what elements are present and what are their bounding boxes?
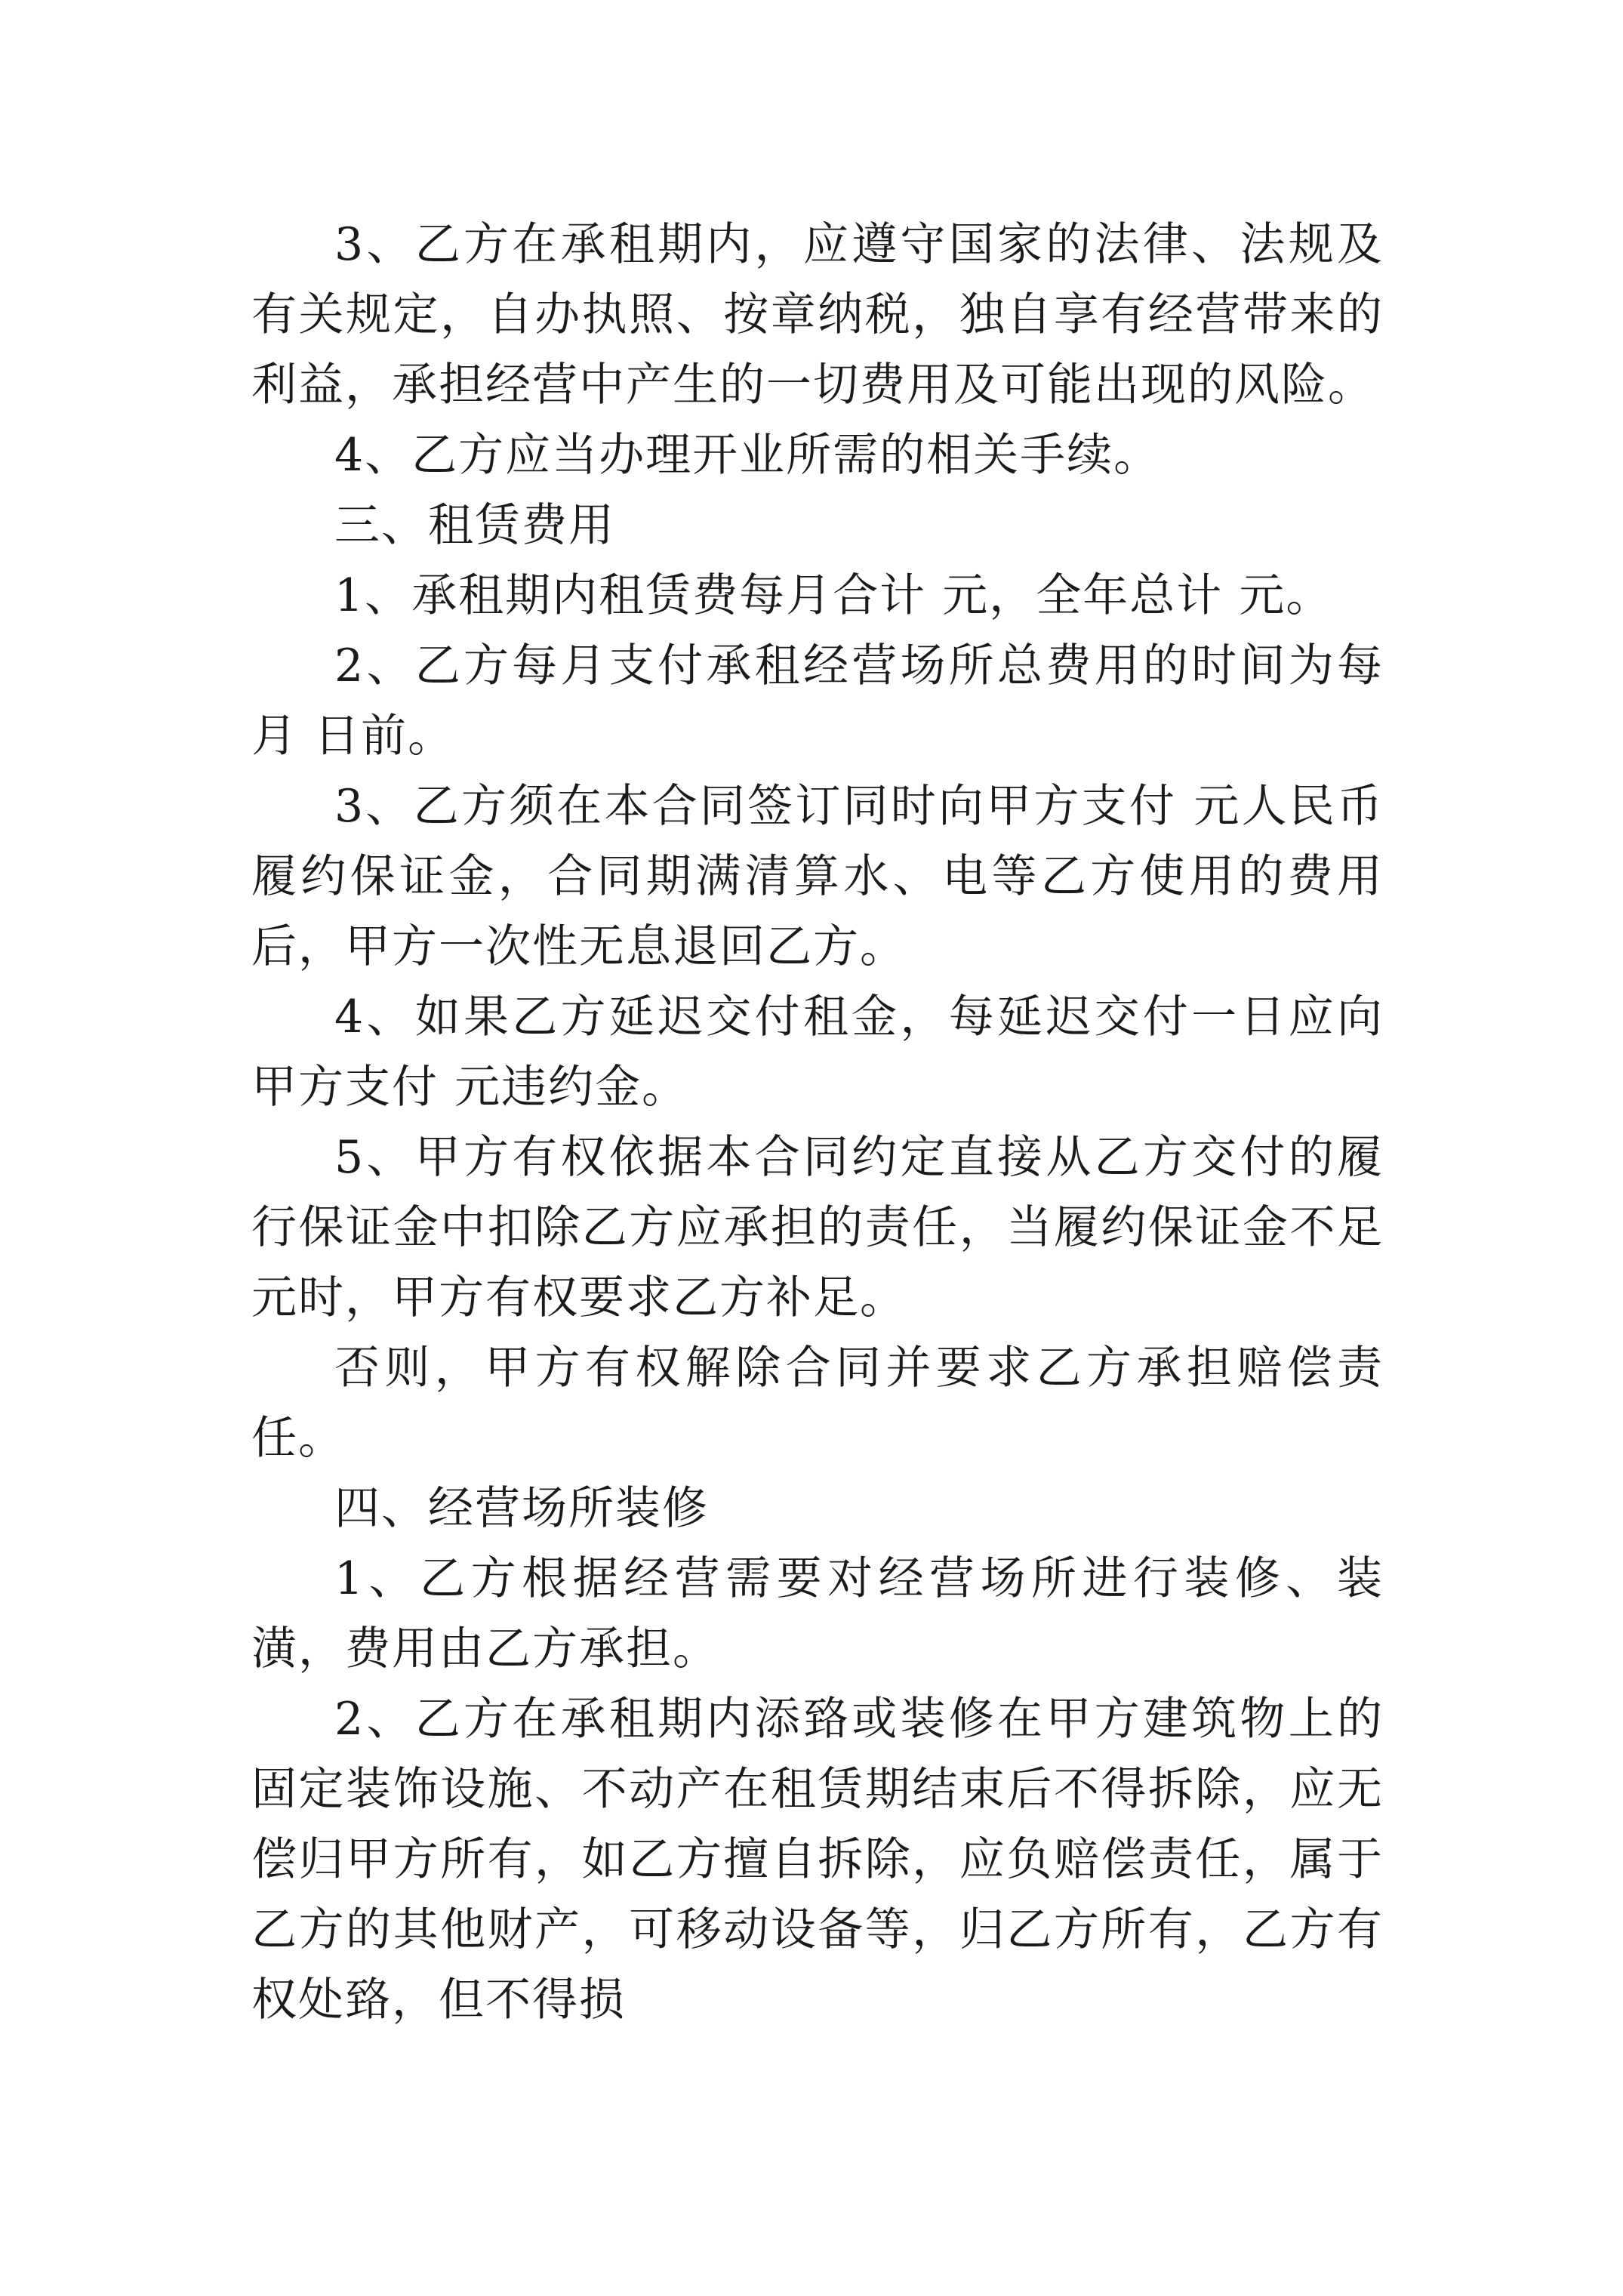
paragraph-fee-1-monthly-total: 1、承租期内租赁费每月合计 元，全年总计 元。 xyxy=(334,569,1333,622)
document-body xyxy=(251,210,1384,2036)
paragraph-renovation-1-costs: 1、乙方根据经营需要对经营场所进行装修、装潢，费用由乙方承担。 xyxy=(251,1552,1384,1675)
paragraph-clause-4-procedures: 4、乙方应当办理开业所需的相关手续。 xyxy=(334,429,1161,482)
paragraph-fee-3-deposit: 3、乙方须在本合同签订同时向甲方支付 元人民币履约保证金，合同期满清算水、电等乙方使用的费用后，甲方一次性无息退回乙方。 xyxy=(251,780,1384,973)
section-heading-rental-fees: 三、租赁费用 xyxy=(334,499,615,552)
paragraph-fee-5-deduction: 5、甲方有权依据本合同约定直接从乙方交付的履行保证金中扣除乙方应承担的责任，当履约保证金不足 元时，甲方有权要求乙方补足。 xyxy=(251,1131,1384,1324)
paragraph-renovation-2-fixtures: 2、乙方在承租期内添臵或装修在甲方建筑物上的固定装饰设施、不动产在租赁期结束后不得拆除，应无偿归甲方所有，如乙方擅自拆除，应负赔偿责任，属于乙方的其他财产，可移动设备等，归乙方所有，乙方有权处臵，但不得损 xyxy=(251,1693,1384,2026)
paragraph-fee-4-late-penalty: 4、如果乙方延迟交付租金，每延迟交付一日应向甲方支付 元违约金。 xyxy=(251,991,1384,1114)
paragraph-clause-3-compliance: 3、乙方在承租期内，应遵守国家的法律、法规及有关规定，自办执照、按章纳税，独自享有经营带来的利益，承担经营中产生的一切费用及可能出现的风险。 xyxy=(251,218,1384,411)
paragraph-fee-2-payment-date: 2、乙方每月支付承租经营场所总费用的时间为每月 日前。 xyxy=(251,639,1384,763)
section-heading-renovation: 四、经营场所装修 xyxy=(334,1482,709,1535)
paragraph-termination: 否则，甲方有权解除合同并要求乙方承担赔偿责任。 xyxy=(251,1342,1384,1465)
